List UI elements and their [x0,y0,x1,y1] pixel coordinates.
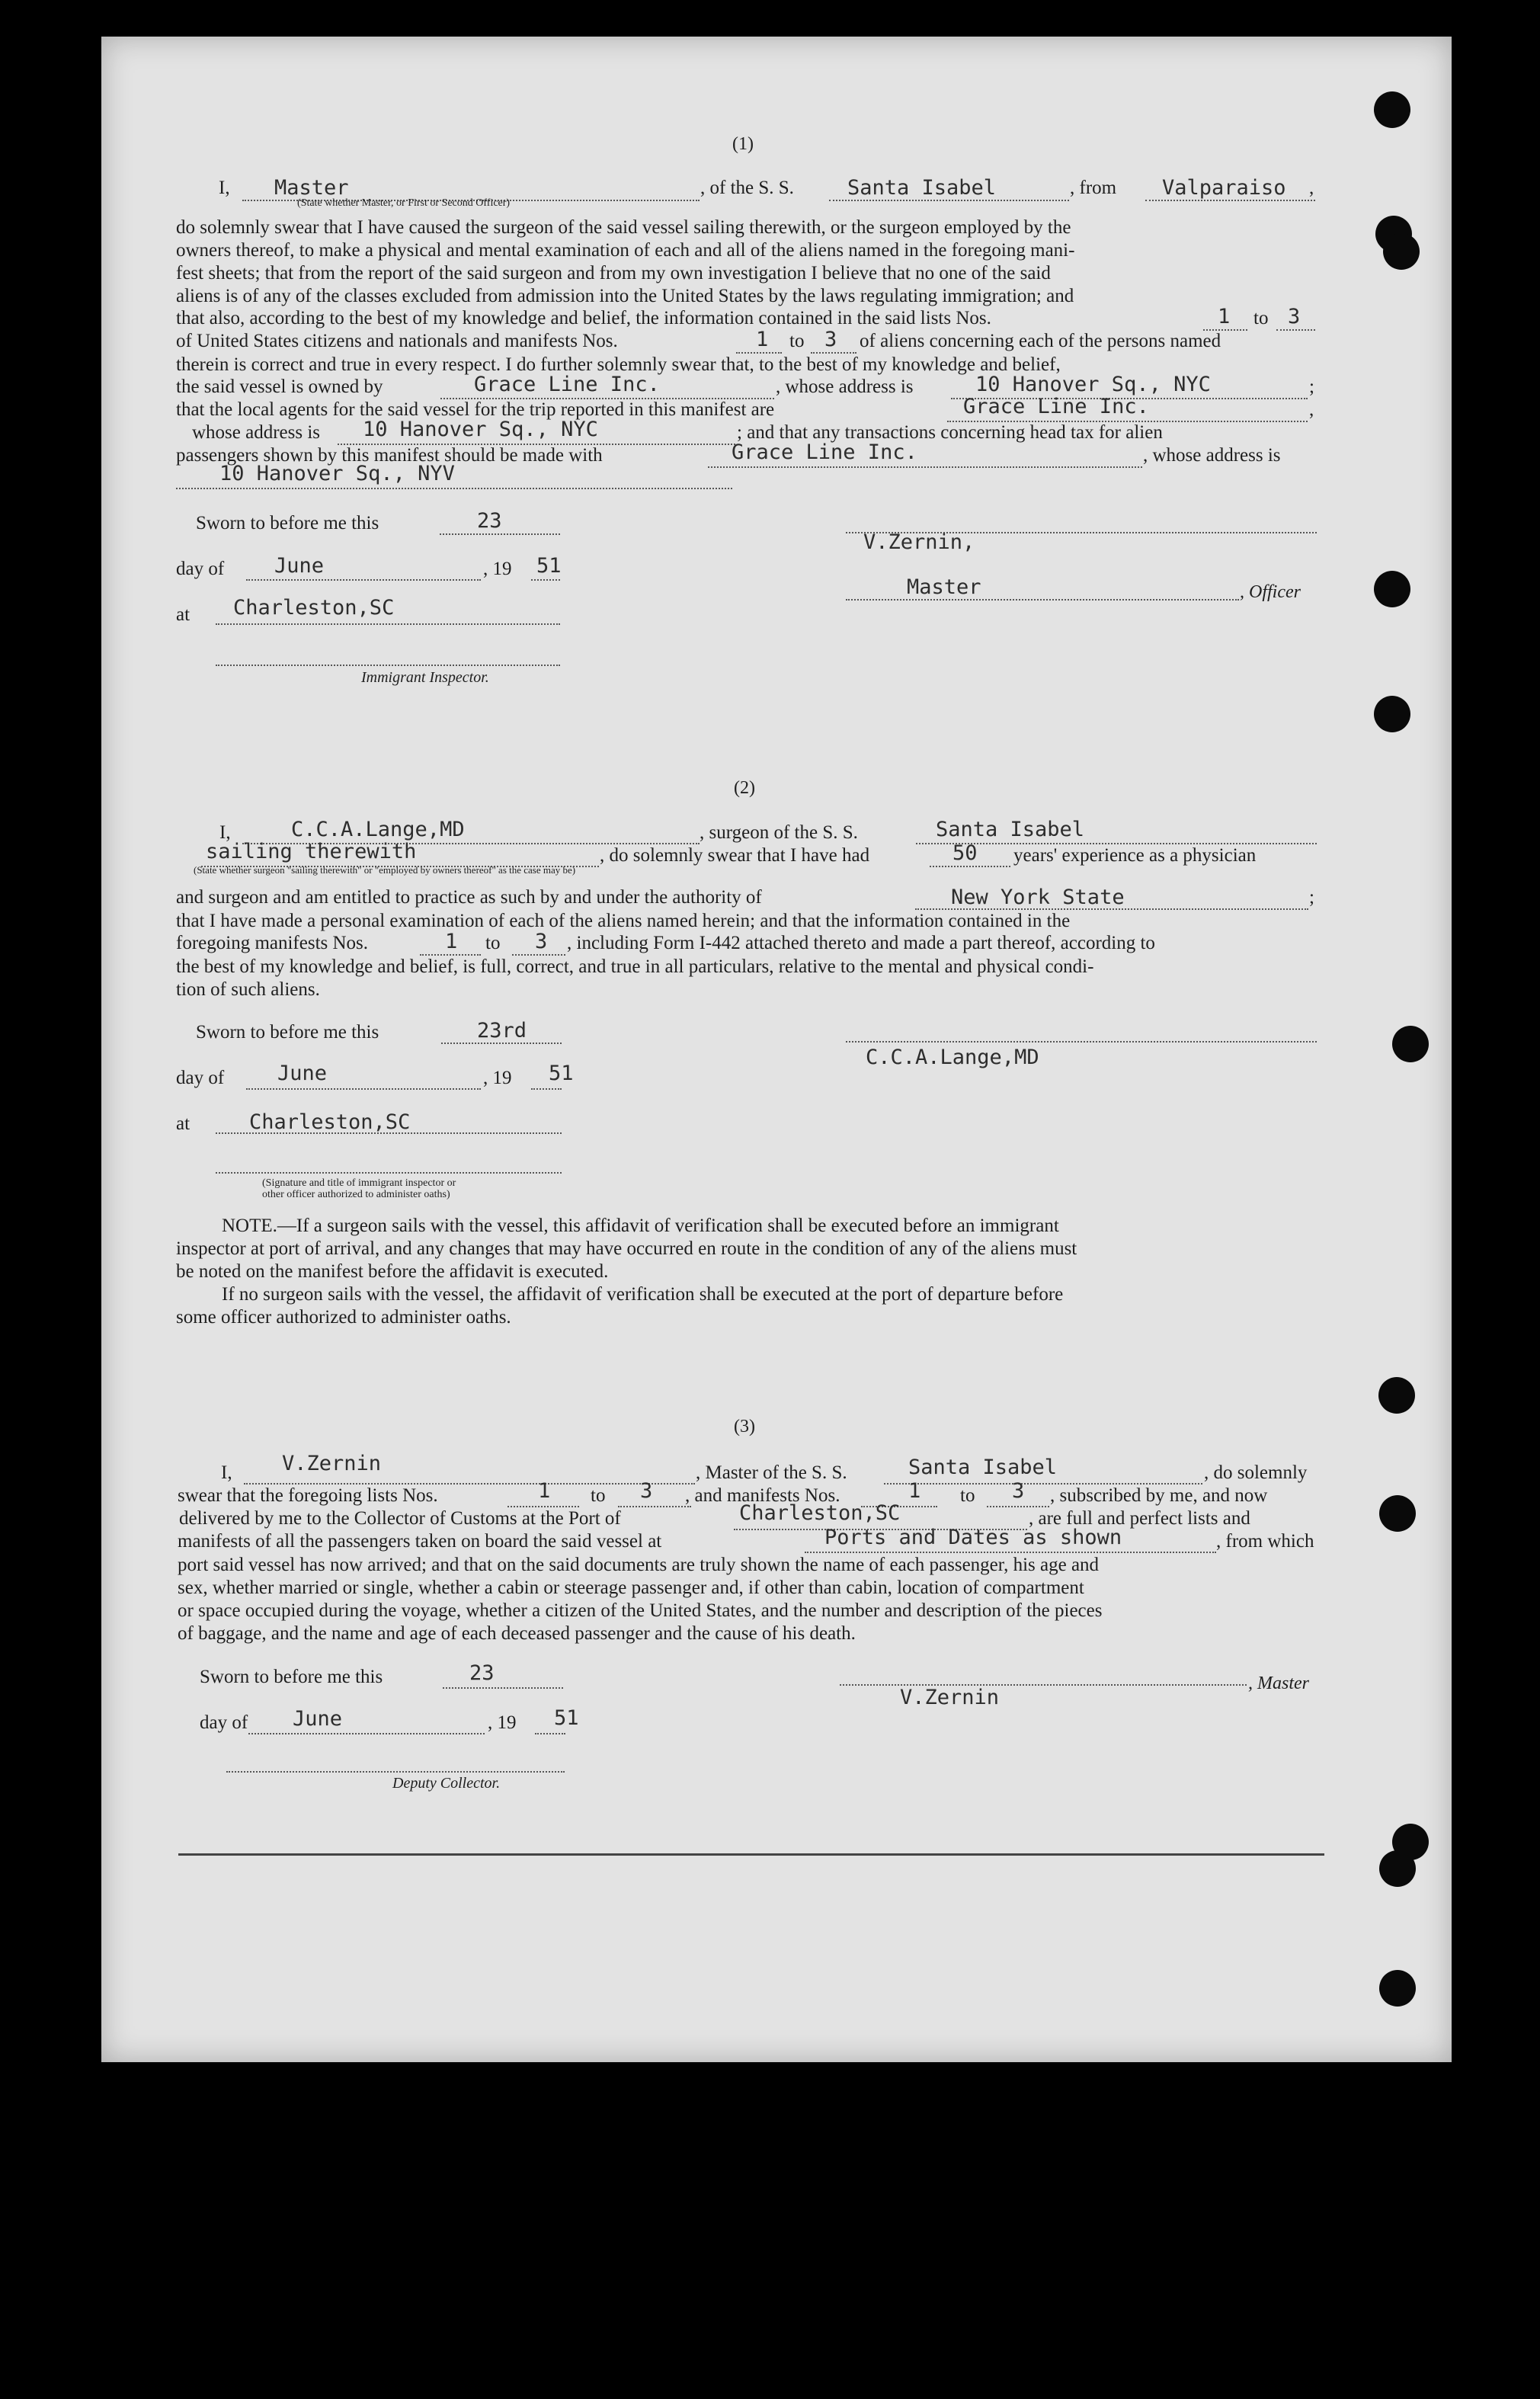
note-paragraph [176,1215,1324,1329]
agents-address-field: 10 Hanover Sq., NYC [363,418,598,441]
text-line: be noted on the manifest before the affidavit is executed. [176,1261,609,1282]
text-line: ; and that any transactions concerning head tax for alien [737,422,1163,443]
bottom-rule [178,1853,1324,1856]
sworn-year-field: 51 [554,1706,579,1730]
note-heading: NOTE. [222,1216,277,1236]
vessel-owner-field: Grace Line Inc. [474,373,660,396]
local-agents-field: Grace Line Inc. [963,395,1149,418]
text-line: that also, according to the best of my knowledge and belief, the information contained in the said lists Nos. [176,308,991,328]
label: , of the S. S. [700,178,794,198]
sworn-day-field: 23rd [477,1019,527,1043]
surgeon-name-field: C.C.A.Lange,MD [291,818,465,841]
label: , from which [1216,1531,1314,1552]
sworn-month-field: June [293,1707,343,1731]
text-line: , including Form I-442 attached thereto and made a part thereof, according to [567,933,1155,953]
field-note: (Signature and title of immigrant inspector or [262,1177,456,1189]
label-i: I, [219,178,230,198]
owner-address-field: 10 Hanover Sq., NYC [975,373,1211,396]
text-line: tion of such aliens. [176,979,320,1000]
label-to: to [960,1485,975,1506]
surgeon-status-field: sailing therewith [206,840,417,863]
label-to: to [789,331,805,351]
label: swear that the foregoing lists Nos. [178,1485,438,1506]
label: Sworn to before me this [196,513,379,533]
text-line: inspector at port of arrival, and any changes that may have occurred en route in the condition of any of the aliens must [176,1238,1077,1259]
sworn-year-field: 51 [549,1062,574,1085]
sworn-day-field: 23 [477,509,502,533]
field-note: (State whether Master, or First or Second Officer) [297,197,511,209]
label-to: to [591,1485,606,1506]
ship-name-field: Santa Isabel [847,176,997,200]
head-tax-address-field: 10 Hanover Sq., NYV [219,462,455,485]
list-to-field: 3 [1288,305,1301,328]
punch-hole [1383,233,1420,270]
text-line: of aliens concerning each of the persons named [860,331,1221,351]
label-i: I, [219,822,231,843]
label: whose address is [192,422,321,443]
section-number: (3) [734,1417,755,1437]
label: day of [176,1068,225,1088]
label: at [176,604,190,625]
label: , from [1070,178,1117,198]
master-name-field: V.Zernin [282,1452,382,1475]
section-number: (1) [732,134,754,154]
punch-hole [1374,91,1410,128]
ship-name-field: Santa Isabel [936,818,1085,841]
punch-hole [1379,1970,1416,2007]
paragraph-1 [176,216,1317,308]
label: at [176,1113,190,1134]
punch-hole [1374,571,1410,607]
field-note: other officer authorized to administer oaths) [262,1189,450,1200]
text-line: owners thereof, to make a physical and mental examination of each and all of the aliens named in the foregoing mani- [176,240,1075,261]
sworn-year-field: 51 [536,554,562,578]
text-line: the best of my knowledge and belief, is full, correct, and true in all particulars, relative to the mental and physical condi- [176,956,1094,977]
text-line: sex, whether married or single, whether a cabin or steerage passenger and, if other than cabin, location of compartment [178,1577,1084,1598]
practice-authority-field: New York State [951,886,1125,909]
label: day of [176,559,225,579]
label: , 19 [488,1712,517,1733]
label: , are full and perfect lists and [1029,1508,1250,1529]
label: foregoing manifests Nos. [176,933,369,953]
punch-hole [1374,696,1410,732]
departure-port-field: Valparaiso [1162,176,1286,200]
label: Sworn to before me this [200,1667,383,1687]
punch-hole [1379,1850,1416,1887]
text-line: aliens is of any of the classes excluded from admission into the United States by the laws regulating immigration; and [176,286,1074,306]
label: , do solemnly [1204,1462,1308,1483]
label: , Master of the S. S. [696,1462,847,1483]
master-label: , Master [1248,1674,1309,1693]
text-line: do solemnly swear that I have caused the surgeon of the said vessel sailing therewith, or the surgeon employed by the [176,217,1071,238]
label: , 19 [483,1068,512,1088]
years-experience-field: 50 [952,841,978,865]
label: , whose address is [776,376,914,397]
label: and surgeon and am entitled to practice as such by and under the authority of [176,887,762,908]
text-line: fest sheets; that from the report of the said surgeon and from my own investigation I believe that no one of the said [176,263,1051,283]
label: , and manifests Nos. [685,1485,840,1506]
officer-rank-field: Master [274,176,349,200]
paragraph-2-tail [176,956,1317,1001]
sworn-place-field: Charleston,SC [249,1110,411,1134]
punch-hole [1392,1026,1429,1062]
label: , surgeon of the S. S. [700,822,858,843]
label: , subscribed by me, and now [1050,1485,1268,1506]
text-line: some officer authorized to administer oaths. [176,1307,511,1328]
punctuation: ; [1309,887,1314,908]
label: , 19 [483,559,512,579]
punctuation: , [1309,178,1314,198]
label-to: to [1253,308,1269,328]
label: day of [200,1712,248,1733]
section-number: (2) [734,778,755,798]
sworn-place-field: Charleston,SC [233,596,395,620]
sworn-month-field: June [277,1062,328,1085]
customs-port-field: Charleston,SC [739,1501,901,1525]
sworn-day-field: 23 [469,1661,495,1685]
text-line: or space occupied during the voyage, whether a citizen of the United States, and the number and description of the pieces [178,1600,1103,1621]
label: years' experience as a physician [1013,845,1257,866]
label: , whose address is [1143,445,1281,466]
manifest-from-field: 1 [756,328,769,351]
label: , do solemnly swear that I have had [600,845,870,866]
field-note: (State whether surgeon "sailing therewith" or "employed by owners thereof" as the case may be) [194,864,576,876]
punch-hole [1379,1495,1416,1532]
manifest-to-field: 3 [1012,1479,1025,1503]
label-to: to [485,933,501,953]
punctuation: , [1309,399,1314,420]
text-line: port said vessel has now arrived; and that on the said documents are truly shown the name of each passenger, his age and [178,1555,1100,1575]
text-line: of United States citizens and nationals and manifests Nos. [176,331,618,351]
text-line: of baggage, and the name and age of each deceased passenger and the cause of his death. [178,1623,856,1644]
paragraph-3-tail [178,1554,1322,1645]
manifest-from-field: 1 [908,1479,921,1503]
inspector-label: Immigrant Inspector. [361,669,489,686]
manifest-to-field: 3 [535,930,548,953]
label: delivered by me to the Collector of Customs at the Port of [179,1508,621,1529]
label: Sworn to before me this [196,1022,379,1043]
officer-label: , Officer [1240,582,1301,602]
head-tax-party-field: Grace Line Inc. [732,440,917,464]
officer-signature: V.Zernin, [863,530,975,554]
list-from-field: 1 [1218,305,1231,328]
manifest-from-field: 1 [445,930,458,953]
collector-label: Deputy Collector. [392,1775,501,1792]
sworn-month-field: June [274,554,325,578]
manifest-to-field: 3 [824,328,837,351]
text-line: If no surgeon sails with the vessel, the affidavit of verification shall be executed at the port of departure before [222,1284,1064,1305]
label: the said vessel is owned by [176,376,383,397]
text-line: therein is correct and true in every respect. I do further solemnly swear that, to the best of my knowledge and belief, [176,354,1061,375]
list-from-field: 1 [538,1479,551,1503]
master-signature: V.Zernin [900,1686,1000,1709]
label: that the local agents for the said vessel for the trip reported in this manifest are [176,399,775,420]
text-line: that I have made a personal examination of each of the aliens named herein; and that the information contained in the [176,911,1071,931]
officer-title-field: Master [907,575,981,599]
label: manifests of all the passengers taken on board the said vessel at [178,1531,662,1552]
boarding-ports-field: Ports and Dates as shown [824,1526,1122,1549]
punctuation: ; [1309,376,1314,397]
label: passengers shown by this manifest should be made with [176,445,603,466]
ship-name-field: Santa Isabel [908,1456,1058,1479]
text-line [176,1215,1324,1238]
note-text: —If a surgeon sails with the vessel, this affidavit of verification shall be executed before an immigrant [277,1216,1059,1236]
label-i: I, [221,1462,232,1483]
punch-hole [1378,1377,1415,1414]
list-to-field: 3 [640,1479,653,1503]
surgeon-signature: C.C.A.Lange,MD [866,1046,1039,1069]
